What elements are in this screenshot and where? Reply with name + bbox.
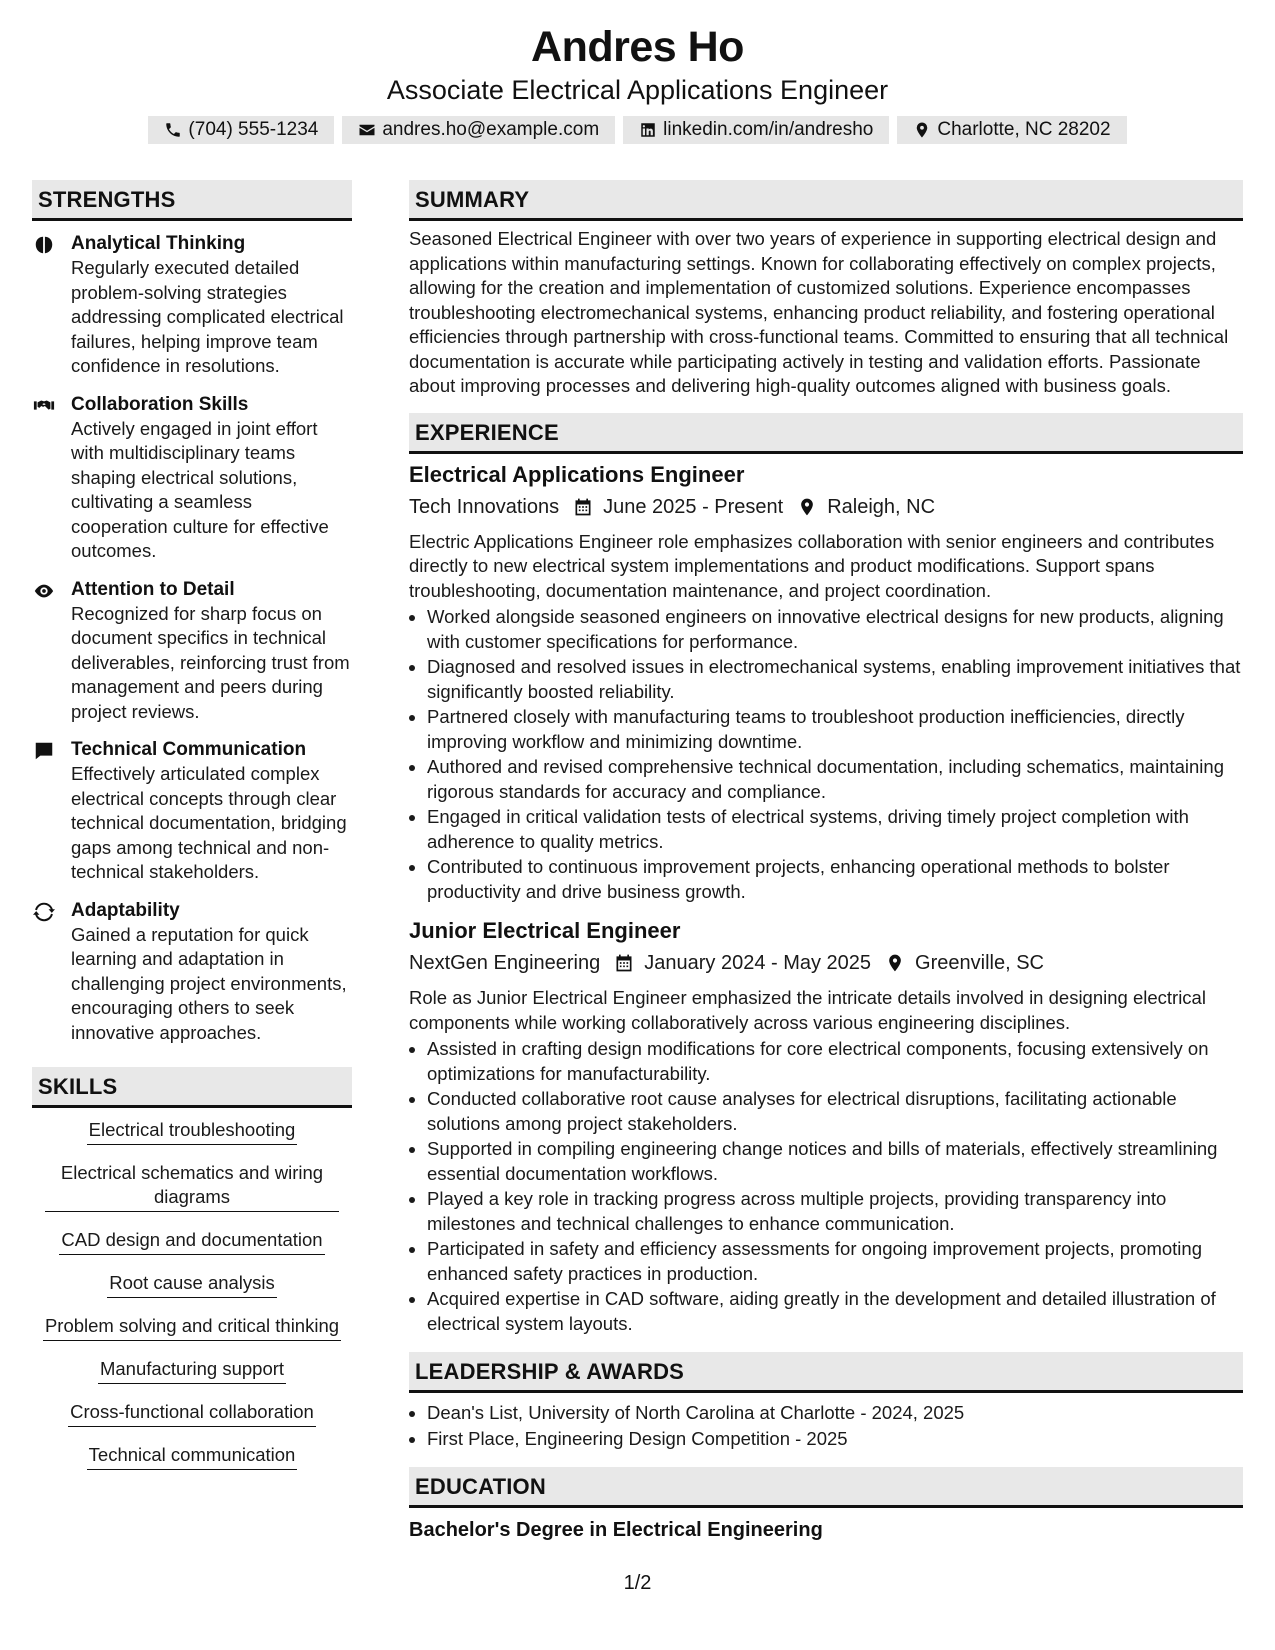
summary-heading: SUMMARY [409, 180, 1243, 221]
education-heading: EDUCATION [409, 1467, 1243, 1508]
brain-icon [33, 234, 55, 256]
bullet-item: • Contributed to continuous improvement projects, enhancing operational methods to bolster productivity and drive business growth. [427, 855, 1243, 904]
job-dates: January 2024 - May 2025 [644, 952, 872, 974]
skill-item: Technical communication [32, 1443, 352, 1470]
job-location: Raleigh, NC [827, 495, 936, 518]
award-item: • First Place, Engineering Design Competition - 2025 [427, 1427, 1243, 1452]
phone-text: (704) 555-1234 [188, 119, 319, 140]
contact-bar [0, 116, 1275, 144]
bullet-item: • Worked alongside seasoned engineers on innovative electrical designs for new products, aligning with customer specifications for performance. [427, 605, 1243, 654]
contact-linkedin[interactable] [623, 116, 889, 144]
contact-phone[interactable] [148, 116, 334, 144]
strength-title: Analytical Thinking [71, 233, 246, 254]
bullet-item: • Supported in compiling engineering change notices and bills of materials, effectively streamlining essential documentation workflows. [427, 1137, 1243, 1186]
skill-item: Root cause analysis [32, 1271, 352, 1298]
job-company: NextGen Engineering [409, 952, 601, 974]
strength-desc: Actively engaged in joint effort with multidisciplinary teams shaping electrical solutions, cultivating a seamless cooperation culture for effective outcomes. [71, 417, 329, 561]
page-number: 1/2 [623, 1572, 652, 1594]
contact-email[interactable] [342, 116, 615, 144]
strength-title: Adaptability [71, 899, 180, 921]
strength-title: Attention to Detail [71, 578, 235, 600]
job-dates: June 2025 - Present [603, 495, 784, 518]
job-bullets [409, 1037, 1243, 1336]
strength-desc: Recognized for sharp focus on document specifics in technical deliverables, reinforcing trust from management and peers during project reviews. [71, 602, 350, 722]
skill-item: Cross-functional collaboration [32, 1400, 352, 1427]
job-bullets [409, 605, 1243, 904]
job-meta [409, 492, 1243, 522]
map-marker-icon [797, 497, 817, 517]
strength-item [32, 898, 352, 1046]
calendar-icon [614, 953, 634, 973]
job-description: Electric Applications Engineer role emphasizes collaboration with senior engineers and contributes directly to new electrical system implementations and product modifications. Support spans troubleshooting, documentation maintenance, and project coordination. [409, 530, 1215, 601]
summary-text: Seasoned Electrical Engineer with over two years of experience in supporting electrical design and applications within manufacturing settings. Known for collaborating effectively on complex projects, allowing for the creation and implementation of customized solutions. Experience encompasses troubleshooting electromechanical systems, enhancing product reliability, and fostering operational efficiencies through partnership with cross-functional teams. Committed to ensuring that all technical documentation is accurate while participating actively in testing and validation efforts. Passionate about improving processes and delivering high-quality outcomes aligned with business goals. [409, 228, 1229, 396]
bullet-item: • Participated in safety and efficiency assessments for ongoing improvement projects, promoting enhanced safety practices in production. [427, 1237, 1243, 1286]
job-company: Tech Innovations [409, 495, 560, 518]
linkedin-icon [639, 121, 657, 139]
job-location: Greenville, SC [915, 952, 1044, 974]
sync-icon [33, 901, 55, 923]
bullet-item: • Diagnosed and resolved issues in electromechanical systems, enabling improvement initiatives that significantly boosted reliability. [427, 655, 1243, 704]
strength-desc: Regularly executed detailed problem-solving strategies addressing complicated electrical failures, helping improve team confidence in resolutions. [71, 257, 344, 376]
candidate-name: Andres Ho [531, 23, 744, 71]
strength-item [32, 231, 352, 379]
education-degree: Bachelor's Degree in Electrical Engineering [409, 1519, 823, 1541]
experience-heading: EXPERIENCE [409, 413, 1243, 454]
eye-icon [33, 580, 55, 602]
strengths-heading: STRENGTHS [32, 180, 352, 221]
location-text: Charlotte, NC 28202 [937, 119, 1111, 140]
handshake-icon [33, 395, 55, 417]
candidate-title: Associate Electrical Applications Engineer [386, 75, 889, 105]
calendar-icon [573, 497, 593, 517]
bullet-item: • Acquired expertise in CAD software, aiding greatly in the development and detailed illustration of electrical system layouts. [427, 1287, 1243, 1336]
strength-item [32, 577, 352, 725]
skill-item: Manufacturing support [32, 1357, 352, 1384]
job-meta [409, 948, 1243, 978]
awards-heading: LEADERSHIP & AWARDS [409, 1352, 1243, 1393]
job-title: Junior Electrical Engineer [409, 918, 681, 943]
resume-header [0, 22, 1275, 144]
job-description: Role as Junior Electrical Engineer emphasized the intricate details involved in designing electrical components while working collaboratively across various engineering disciplines. [409, 987, 1206, 1033]
strength-item [32, 392, 352, 564]
job-entry [409, 460, 1243, 905]
awards-list [409, 1401, 1243, 1451]
strength-title: Collaboration Skills [71, 393, 249, 415]
job-entry [409, 916, 1243, 1336]
strengths-list [32, 231, 352, 1045]
strength-desc: Effectively articulated complex electrical concepts through clear technical documentation, bridging gaps among technical and non-technical stakeholders. [71, 763, 347, 882]
award-item: • Dean's List, University of North Carolina at Charlotte - 2024, 2025 [427, 1401, 1243, 1426]
strength-title: Technical Communication [71, 739, 307, 760]
bullet-item: • Authored and revised comprehensive technical documentation, including schematics, maintaining rigorous standards for accuracy and compliance. [427, 755, 1243, 804]
skills-list [32, 1118, 352, 1470]
skill-item: Electrical troubleshooting [32, 1118, 352, 1145]
strength-desc: Gained a reputation for quick learning and adaptation in challenging project environments, encouraging others to seek innovative approaches. [71, 923, 347, 1043]
linkedin-text: linkedin.com/in/andresho [663, 119, 874, 140]
map-marker-icon [913, 121, 931, 139]
email-text: andres.ho@example.com [382, 119, 600, 140]
bullet-item: • Partnered closely with manufacturing teams to troubleshoot production inefficiencies, directly improving workflow and minimizing downtime. [427, 705, 1243, 754]
bullet-item: • Engaged in critical validation tests of electrical systems, driving timely project completion with adherence to quality metrics. [427, 805, 1243, 854]
right-column [409, 180, 1243, 1544]
skills-heading: SKILLS [32, 1067, 352, 1108]
comment-icon [33, 740, 55, 762]
phone-icon [164, 121, 182, 139]
job-title: Electrical Applications Engineer [409, 461, 745, 487]
bullet-item: • Played a key role in tracking progress across multiple projects, providing transparency into milestones and technical challenges to enhance communication. [427, 1187, 1243, 1236]
contact-location [897, 116, 1126, 144]
skill-item: CAD design and documentation [32, 1228, 352, 1255]
map-marker-icon [885, 953, 905, 973]
skill-item: Electrical schematics and wiring diagrams [32, 1161, 352, 1212]
bullet-item: • Conducted collaborative root cause analyses for electrical disruptions, facilitating actionable solutions among project stakeholders. [427, 1087, 1243, 1136]
strength-item [32, 737, 352, 885]
skill-item: Problem solving and critical thinking [32, 1314, 352, 1341]
envelope-icon [358, 121, 376, 139]
left-column [32, 180, 352, 1486]
bullet-item: • Assisted in crafting design modifications for core electrical components, focusing extensively on optimizations for manufacturability. [427, 1037, 1243, 1086]
